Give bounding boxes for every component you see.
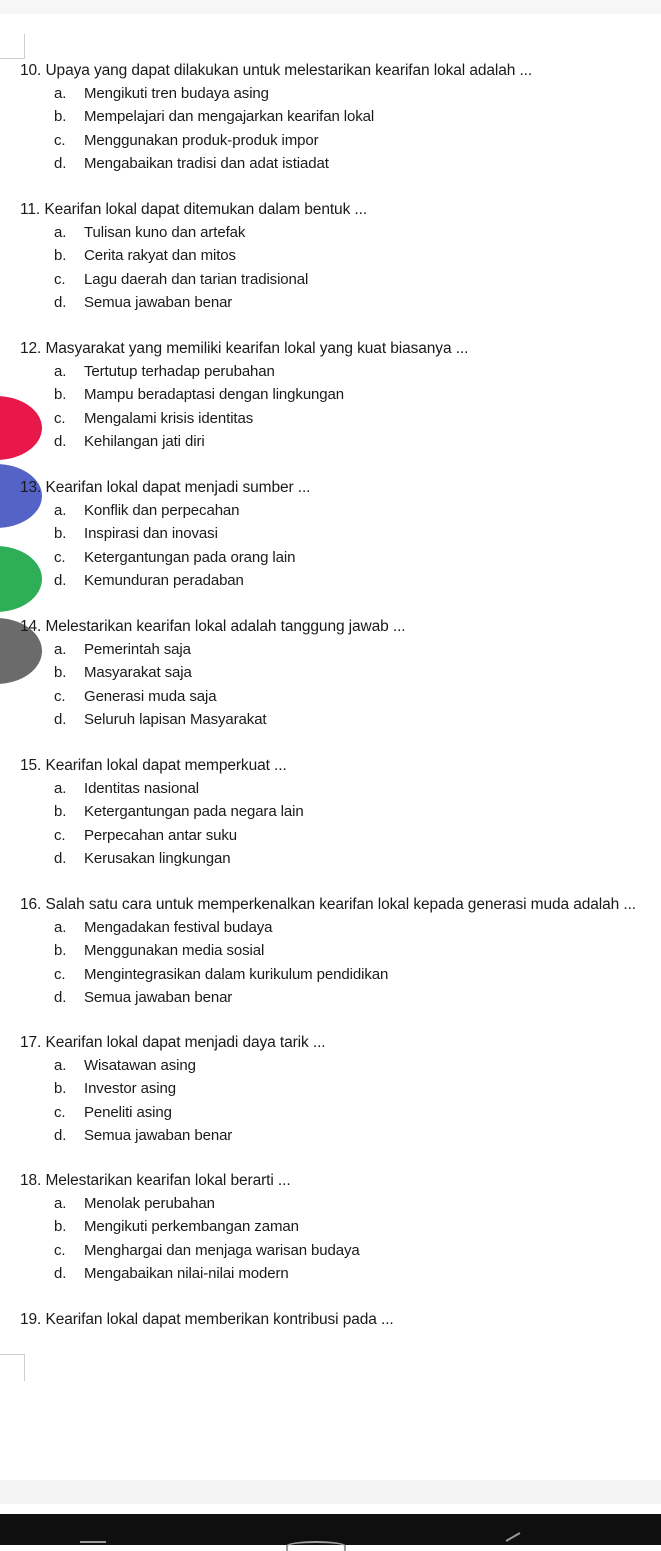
- option-item: [20, 1054, 650, 1077]
- option-item: [20, 105, 650, 128]
- option-item: [20, 1101, 650, 1124]
- option-text: Mampu beradaptasi dengan lingkungan: [84, 386, 345, 404]
- option-text: Masyarakat saja: [84, 664, 192, 682]
- question-prompt: Kearifan lokal dapat menjadi daya tarik ...: [45, 1034, 326, 1051]
- option-text: Mengabaikan tradisi dan adat istiadat: [84, 154, 329, 172]
- option-letter: a.: [54, 502, 67, 519]
- option-letter: d.: [54, 432, 67, 450]
- option-letter: c.: [54, 1241, 66, 1259]
- option-list: [20, 1192, 650, 1285]
- option-list: [20, 916, 650, 1009]
- option-text: Wisatawan asing: [84, 1057, 196, 1074]
- option-item: [20, 430, 650, 453]
- option-letter: a.: [54, 641, 67, 658]
- option-letter: b.: [54, 1080, 67, 1098]
- option-letter: d.: [54, 571, 67, 589]
- question-text: [20, 60, 650, 82]
- question-text: [20, 1309, 650, 1331]
- option-text: Identitas nasional: [84, 780, 199, 797]
- option-text: Menghargai dan menjaga warisan budaya: [84, 1241, 360, 1259]
- option-text: Konflik dan perpecahan: [84, 502, 240, 519]
- question-17: [20, 1032, 650, 1147]
- option-text: Pemerintah saja: [84, 641, 191, 658]
- option-letter: d.: [54, 154, 67, 172]
- question-number: 16.: [20, 896, 42, 913]
- question-prompt: Salah satu cara untuk memperkenalkan kearifan lokal kepada generasi muda adalah ...: [45, 896, 637, 913]
- option-letter: d.: [54, 1264, 67, 1282]
- option-letter: d.: [54, 1126, 67, 1144]
- question-prompt: Kearifan lokal dapat menjadi sumber ...: [45, 479, 311, 496]
- option-item: [20, 847, 650, 870]
- option-item: [20, 638, 650, 661]
- option-text: Ketergantungan pada negara lain: [84, 803, 304, 821]
- option-item: [20, 221, 650, 244]
- option-text: Mengikuti tren budaya asing: [84, 85, 269, 102]
- question-number: 17.: [20, 1034, 42, 1051]
- option-letter: b.: [54, 942, 67, 960]
- option-item: [20, 407, 650, 430]
- option-letter: c.: [54, 270, 66, 288]
- option-text: Ketergantungan pada orang lain: [84, 548, 296, 566]
- option-letter: c.: [54, 548, 66, 566]
- option-list: [20, 499, 650, 592]
- option-letter: a.: [54, 780, 67, 797]
- question-18: [20, 1170, 650, 1285]
- option-item: [20, 939, 650, 962]
- question-text: [20, 894, 650, 916]
- question-prompt: Melestarikan kearifan lokal berarti ...: [45, 1172, 291, 1189]
- question-text: [20, 755, 650, 777]
- option-text: Mengikuti perkembangan zaman: [84, 1218, 299, 1236]
- question-text: [20, 616, 650, 638]
- option-text: Menggunakan produk-produk impor: [84, 131, 319, 149]
- question-number: 18.: [20, 1172, 42, 1189]
- question-prompt: Upaya yang dapat dilakukan untuk melestarikan kearifan lokal adalah ...: [45, 62, 533, 79]
- option-letter: c.: [54, 826, 66, 844]
- option-item: [20, 1215, 650, 1238]
- option-letter: b.: [54, 386, 67, 404]
- option-letter: a.: [54, 363, 67, 380]
- question-text: [20, 1170, 650, 1192]
- question-12: [20, 338, 650, 453]
- option-letter: d.: [54, 710, 67, 728]
- option-text: Menolak perubahan: [84, 1195, 215, 1212]
- option-item: [20, 1192, 650, 1215]
- option-text: Peneliti asing: [84, 1103, 172, 1121]
- option-item: [20, 546, 650, 569]
- option-item: [20, 1262, 650, 1285]
- question-text: [20, 338, 650, 360]
- option-text: Mengintegrasikan dalam kurikulum pendidikan: [84, 965, 389, 983]
- option-letter: a.: [54, 919, 67, 936]
- option-text: Mengadakan festival budaya: [84, 919, 273, 936]
- option-text: Cerita rakyat dan mitos: [84, 247, 236, 265]
- option-list: [20, 638, 650, 731]
- option-item: [20, 800, 650, 823]
- question-14: [20, 616, 650, 731]
- question-number: 13.: [20, 479, 42, 496]
- option-list: [20, 1054, 650, 1147]
- option-text: Menggunakan media sosial: [84, 942, 265, 960]
- question-prompt: Melestarikan kearifan lokal adalah tanggung jawab ...: [45, 618, 406, 635]
- question-text: [20, 199, 650, 221]
- question-19: [20, 1309, 650, 1331]
- home-icon[interactable]: [286, 1541, 346, 1551]
- option-letter: c.: [54, 965, 66, 983]
- option-item: [20, 383, 650, 406]
- option-letter: a.: [54, 224, 67, 241]
- question-text: [20, 1032, 650, 1054]
- option-text: Tulisan kuno dan artefak: [84, 224, 246, 241]
- option-item: [20, 291, 650, 314]
- question-11: [20, 199, 650, 314]
- option-letter: b.: [54, 108, 67, 126]
- option-letter: c.: [54, 409, 66, 427]
- question-number: 14.: [20, 618, 42, 635]
- option-item: [20, 522, 650, 545]
- option-text: Inspirasi dan inovasi: [84, 525, 218, 543]
- option-list: [20, 221, 650, 314]
- option-letter: b.: [54, 525, 67, 543]
- option-item: [20, 152, 650, 175]
- option-text: Lagu daerah dan tarian tradisional: [84, 270, 309, 288]
- option-item: [20, 986, 650, 1009]
- option-letter: d.: [54, 849, 67, 867]
- question-number: 19.: [20, 1311, 42, 1328]
- question-prompt: Kearifan lokal dapat memberikan kontribusi pada ...: [45, 1311, 394, 1328]
- option-item: [20, 777, 650, 800]
- option-item: [20, 824, 650, 847]
- option-text: Mengabaikan nilai-nilai modern: [84, 1264, 289, 1282]
- crop-corner-mark: [0, 34, 25, 59]
- option-item: [20, 916, 650, 939]
- recents-icon[interactable]: [80, 1541, 106, 1543]
- page-footer-gap: [0, 1480, 661, 1504]
- option-text: Kemunduran peradaban: [84, 571, 244, 589]
- option-letter: b.: [54, 247, 67, 265]
- option-item: [20, 82, 650, 105]
- option-text: Mengalami krisis identitas: [84, 409, 254, 427]
- question-number: 10.: [20, 62, 42, 79]
- crop-corner-mark-bottom: [0, 1354, 25, 1381]
- option-item: [20, 963, 650, 986]
- option-item: [20, 129, 650, 152]
- option-text: Mempelajari dan mengajarkan kearifan lokal: [84, 108, 375, 126]
- option-letter: a.: [54, 85, 67, 102]
- question-prompt: Masyarakat yang memiliki kearifan lokal yang kuat biasanya ...: [45, 340, 469, 357]
- option-list: [20, 360, 650, 453]
- option-item: [20, 685, 650, 708]
- question-15: [20, 755, 650, 870]
- option-text: Semua jawaban benar: [84, 1126, 233, 1144]
- question-prompt: Kearifan lokal dapat ditemukan dalam bentuk ...: [44, 201, 368, 218]
- option-letter: c.: [54, 687, 66, 705]
- option-item: [20, 360, 650, 383]
- option-text: Tertutup terhadap perubahan: [84, 363, 275, 380]
- question-13: [20, 477, 650, 592]
- option-list: [20, 82, 650, 175]
- option-letter: c.: [54, 131, 66, 149]
- option-text: Semua jawaban benar: [84, 293, 233, 311]
- question-number: 11.: [20, 201, 41, 218]
- option-item: [20, 661, 650, 684]
- option-letter: d.: [54, 988, 67, 1006]
- option-letter: b.: [54, 1218, 67, 1236]
- option-item: [20, 1077, 650, 1100]
- question-16: [20, 894, 650, 1009]
- option-item: [20, 499, 650, 522]
- option-letter: b.: [54, 803, 67, 821]
- option-list: [20, 777, 650, 870]
- option-item: [20, 244, 650, 267]
- option-letter: b.: [54, 664, 67, 682]
- option-text: Kehilangan jati diri: [84, 432, 205, 450]
- option-letter: d.: [54, 293, 67, 311]
- option-letter: a.: [54, 1195, 67, 1212]
- question-number: 12.: [20, 340, 42, 357]
- option-item: [20, 268, 650, 291]
- question-10: [20, 60, 650, 175]
- option-item: [20, 1124, 650, 1147]
- option-item: [20, 1239, 650, 1262]
- top-status-strip: [0, 0, 661, 14]
- option-text: Seluruh lapisan Masyarakat: [84, 710, 267, 728]
- question-prompt: Kearifan lokal dapat memperkuat ...: [45, 757, 287, 774]
- option-item: [20, 569, 650, 592]
- option-text: Kerusakan lingkungan: [84, 849, 231, 867]
- question-number: 15.: [20, 757, 42, 774]
- option-text: Semua jawaban benar: [84, 988, 233, 1006]
- option-text: Investor asing: [84, 1080, 176, 1098]
- option-text: Perpecahan antar suku: [84, 826, 238, 844]
- option-item: [20, 708, 650, 731]
- question-text: [20, 477, 650, 499]
- option-letter: c.: [54, 1103, 66, 1121]
- option-letter: a.: [54, 1057, 67, 1074]
- option-text: Generasi muda saja: [84, 687, 217, 705]
